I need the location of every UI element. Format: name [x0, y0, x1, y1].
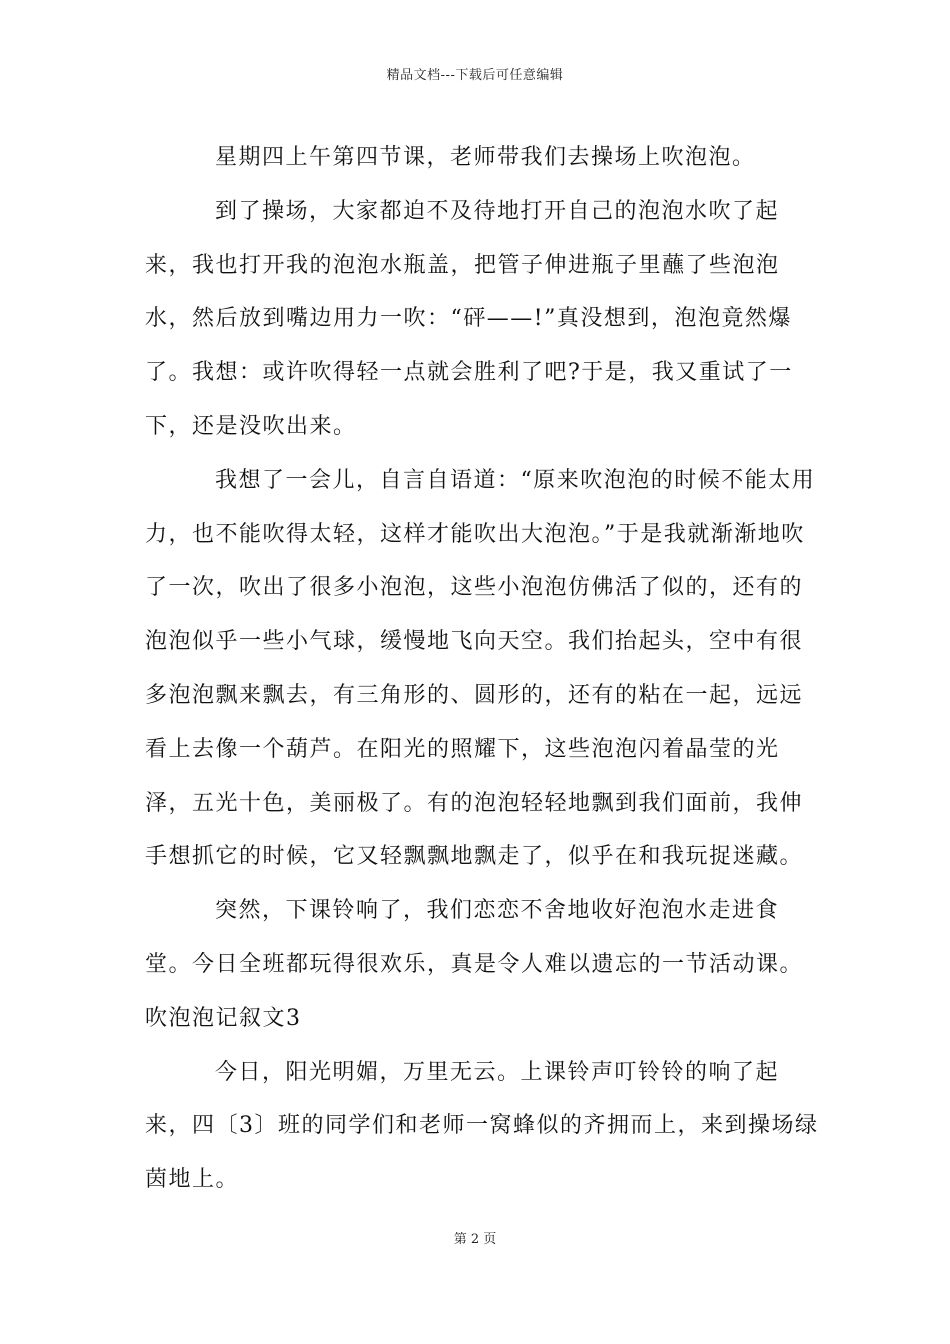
paragraph: 到了操场，大家都迫不及待地打开自己的泡泡水吹了起来，我也打开我的泡泡水瓶盖，把管子伸进瓶子里蘸了些泡泡水，然后放到嘴边用力一吹：“砰——!”真没想到，泡泡竟然爆了。我想：或许吹得轻一点就会胜利了吧?于是，我又重试了一下，还是没吹出来。: [145, 198, 793, 439]
page-number: 第 2 页: [453, 1232, 497, 1247]
paragraph: 星期四上午第四节课，老师带我们去操场上吹泡泡。: [215, 145, 756, 170]
document-body: [145, 131, 825, 1207]
page-header: 精品文档---下载后可任意编辑: [386, 68, 564, 83]
paragraph: 突然，下课铃响了，我们恋恋不舍地收好泡泡水走进食堂。今日全班都玩得很欢乐，真是令人难以遗忘的一节活动课。: [145, 898, 804, 977]
paragraph: 今日，阳光明媚，万里无云。上课铃声叮铃铃的响了起来，四〔3〕班的同学们和老师一窝蜂似的齐拥而上，来到操场绿茵地上。: [145, 1059, 819, 1193]
paragraph: 我想了一会儿，自言自语道：“原来吹泡泡的时候不能太用力，也不能吹得太轻，这样才能吹出大泡泡。”于是我就渐渐地吹了一次，吹出了很多小泡泡，这些小泡泡仿佛活了似的，还有的泡泡似乎一些小气球，缓慢地飞向天空。我们抬起头，空中有很多泡泡飘来飘去，有三角形的、圆形的，还有的粘在一起，远远看上去像一个葫芦。在阳光的照耀下，这些泡泡闪着晶莹的光泽，五光十色，美丽极了。有的泡泡轻轻地飘到我们面前，我伸手想抓它的时候，它又轻飘飘地飘走了，似乎在和我玩捉迷藏。: [145, 467, 816, 870]
section-title: 吹泡泡记叙文3: [145, 1005, 302, 1031]
